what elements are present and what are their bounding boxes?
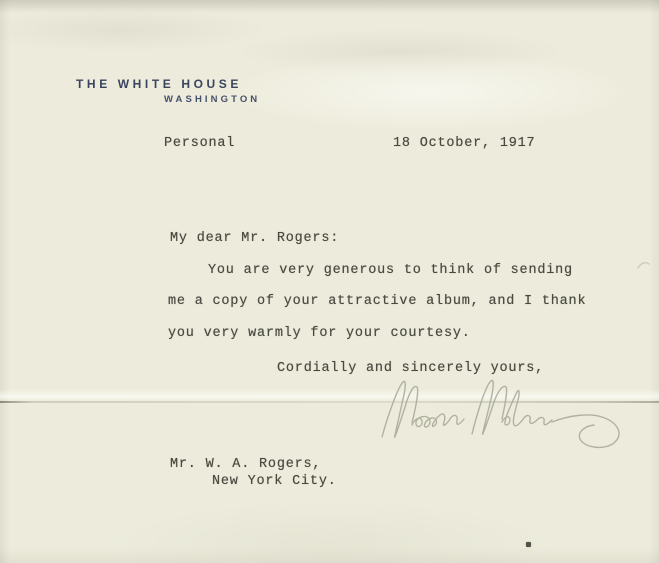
- recipient-name: Mr. W. A. Rogers,: [170, 457, 322, 472]
- edge-pencil-mark: [636, 258, 652, 272]
- date-line: 18 October, 1917: [393, 136, 536, 151]
- letterhead-line2: WASHINGTON: [164, 94, 261, 105]
- body-line-3: you very warmly for your courtesy.: [168, 326, 471, 341]
- ink-dot: [526, 542, 531, 547]
- body-line-2: me a copy of your attractive album, and I thank: [168, 294, 587, 309]
- closing-line: Cordially and sincerely yours,: [277, 361, 545, 376]
- body-line-1: You are very generous to think of sending: [208, 263, 573, 278]
- recipient-city: New York City.: [212, 474, 337, 489]
- signature-woodrow-wilson: [374, 377, 659, 459]
- personal-notation: Personal: [164, 136, 236, 151]
- letterhead-line1: THE WHITE HOUSE: [76, 77, 243, 91]
- salutation: My dear Mr. Rogers:: [170, 231, 340, 246]
